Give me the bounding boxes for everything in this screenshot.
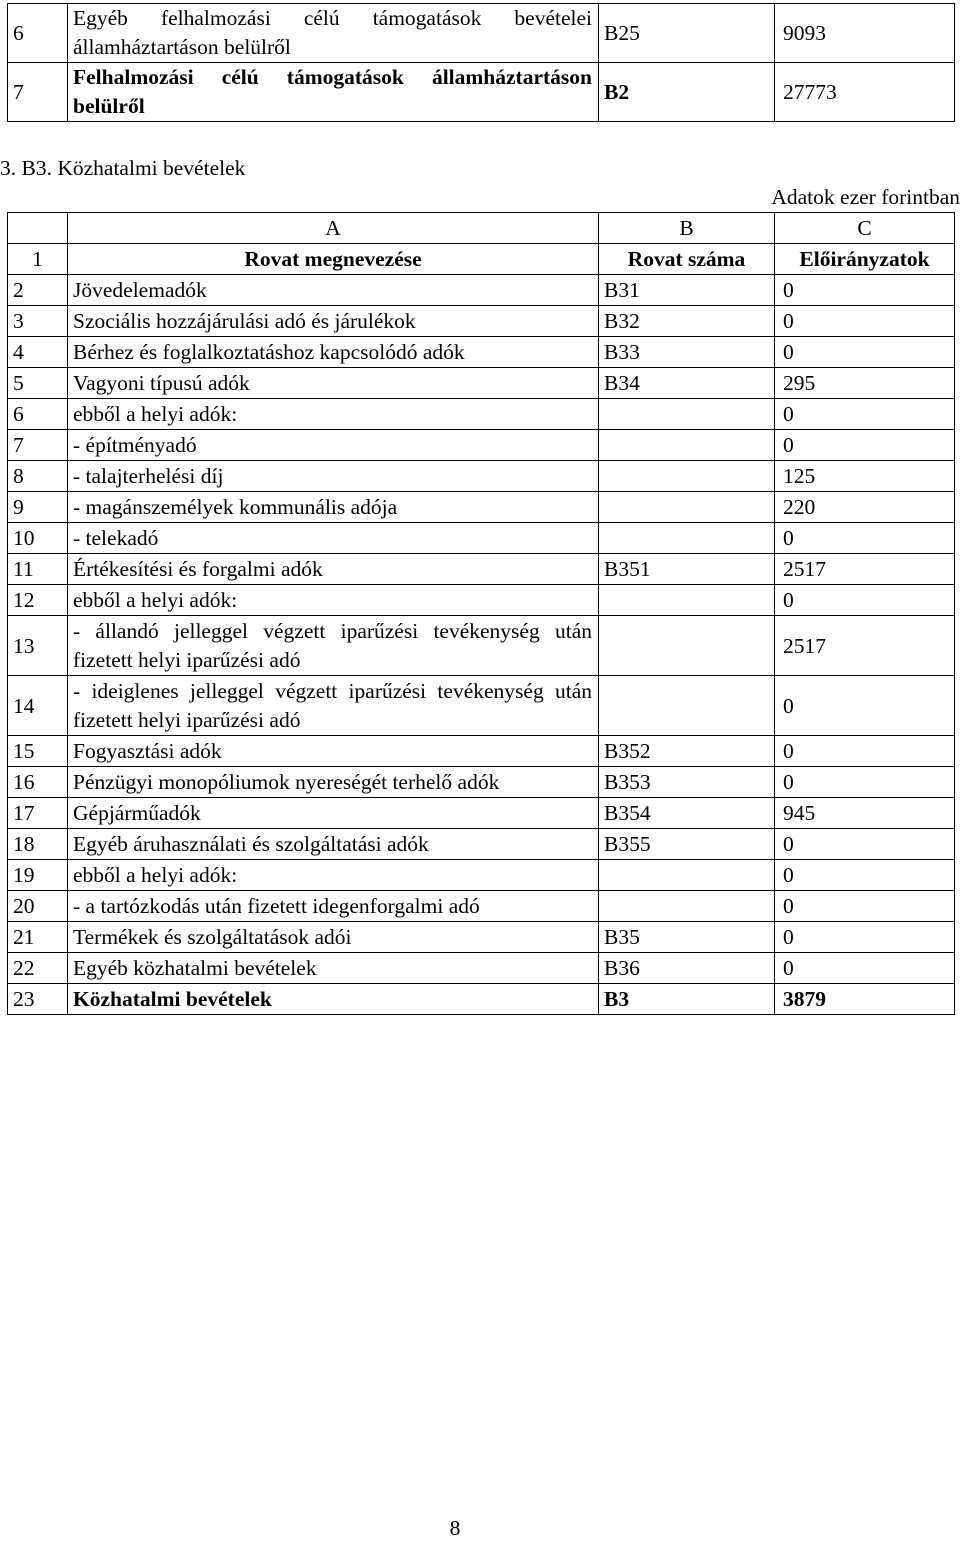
table-row <box>8 829 955 860</box>
row-number: 8 <box>8 461 68 492</box>
header-value: Előirányzatok <box>775 244 955 275</box>
row-name: - a tartózkodás után fizetett idegenforgalmi adó <box>68 891 599 922</box>
page-number: 8 <box>449 1516 461 1540</box>
column-letter-a: A <box>68 213 599 244</box>
top-table-row <box>8 63 955 122</box>
row-code: B34 <box>599 368 775 399</box>
row-number: 7 <box>8 63 68 122</box>
row-name: Gépjárműadók <box>68 798 599 829</box>
row-number: 23 <box>8 984 68 1015</box>
row-name: Egyéb áruhasználati és szolgáltatási adók <box>68 829 599 860</box>
row-name: Egyéb felhalmozási célú támogatások bevételei államháztartáson belülről <box>68 4 599 63</box>
row-name: Közhatalmi bevételek <box>68 984 599 1015</box>
row-value: 945 <box>775 798 955 829</box>
unit-note: Adatok ezer forintban <box>771 185 960 209</box>
table-row <box>8 523 955 554</box>
row-number: 19 <box>8 860 68 891</box>
row-value: 0 <box>775 337 955 368</box>
row-name: ebből a helyi adók: <box>68 585 599 616</box>
table-row <box>8 461 955 492</box>
row-value: 9093 <box>775 4 955 63</box>
row-name: - ideiglenes jelleggel végzett iparűzési tevékenység után fizetett helyi iparűzési adó <box>68 676 599 736</box>
row-value: 0 <box>775 953 955 984</box>
row-code <box>599 430 775 461</box>
row-value: 0 <box>775 860 955 891</box>
top-table-body <box>8 4 955 122</box>
row-name: Vagyoni típusú adók <box>68 368 599 399</box>
row-name: - talajterhelési díj <box>68 461 599 492</box>
table-row <box>8 922 955 953</box>
row-number: 12 <box>8 585 68 616</box>
row-number: 2 <box>8 275 68 306</box>
row-value: 0 <box>775 275 955 306</box>
row-number: 7 <box>8 430 68 461</box>
row-code: B31 <box>599 275 775 306</box>
header-row-number: 1 <box>8 244 68 275</box>
row-number: 11 <box>8 554 68 585</box>
row-name: - állandó jelleggel végzett iparűzési tevékenység után fizetett helyi iparűzési adó <box>68 616 599 676</box>
table-row <box>8 736 955 767</box>
row-value: 0 <box>775 891 955 922</box>
table-row <box>8 399 955 430</box>
main-table-body <box>8 275 955 1015</box>
table-row <box>8 554 955 585</box>
row-value: 2517 <box>775 554 955 585</box>
main-table <box>7 212 955 1015</box>
top-table-row <box>8 4 955 63</box>
row-name: Pénzügyi monopóliumok nyereségét terhelő adók <box>68 767 599 798</box>
table-row <box>8 368 955 399</box>
row-code: B33 <box>599 337 775 368</box>
row-number: 21 <box>8 922 68 953</box>
row-code: B35 <box>599 922 775 953</box>
column-letter-c: C <box>775 213 955 244</box>
row-number: 3 <box>8 306 68 337</box>
table-row <box>8 306 955 337</box>
header-code: Rovat száma <box>599 244 775 275</box>
main-table-head <box>8 213 955 275</box>
row-code: B25 <box>599 4 775 63</box>
row-code: B2 <box>599 63 775 122</box>
row-code <box>599 860 775 891</box>
column-letter-b: B <box>599 213 775 244</box>
table-row <box>8 492 955 523</box>
row-value: 0 <box>775 676 955 736</box>
column-letter-row <box>8 213 955 244</box>
row-number: 14 <box>8 676 68 736</box>
row-code <box>599 891 775 922</box>
row-code <box>599 585 775 616</box>
row-code: B351 <box>599 554 775 585</box>
table-row <box>8 984 955 1015</box>
table-row <box>8 860 955 891</box>
table-row <box>8 953 955 984</box>
section-number: 3. B3. <box>0 156 52 180</box>
row-code: B36 <box>599 953 775 984</box>
row-value: 295 <box>775 368 955 399</box>
top-table <box>7 3 955 122</box>
row-code <box>599 676 775 736</box>
row-value: 0 <box>775 430 955 461</box>
row-value: 0 <box>775 523 955 554</box>
table-row <box>8 891 955 922</box>
section-title-text: Közhatalmi bevételek <box>57 156 246 180</box>
row-name: Szociális hozzájárulási adó és járulékok <box>68 306 599 337</box>
row-number: 6 <box>8 399 68 430</box>
row-number: 4 <box>8 337 68 368</box>
row-value: 0 <box>775 767 955 798</box>
row-value: 0 <box>775 736 955 767</box>
row-name: ebből a helyi adók: <box>68 399 599 430</box>
row-name: Bérhez és foglalkoztatáshoz kapcsolódó adók <box>68 337 599 368</box>
table-row <box>8 767 955 798</box>
table-row <box>8 430 955 461</box>
row-code: B32 <box>599 306 775 337</box>
section-title <box>0 154 245 182</box>
row-code <box>599 461 775 492</box>
row-number: 22 <box>8 953 68 984</box>
row-value: 0 <box>775 829 955 860</box>
row-value: 220 <box>775 492 955 523</box>
header-row <box>8 244 955 275</box>
row-number: 20 <box>8 891 68 922</box>
row-code <box>599 523 775 554</box>
row-value: 0 <box>775 399 955 430</box>
row-code <box>599 399 775 430</box>
row-number: 6 <box>8 4 68 63</box>
row-number: 5 <box>8 368 68 399</box>
row-number: 17 <box>8 798 68 829</box>
row-name: Egyéb közhatalmi bevételek <box>68 953 599 984</box>
row-name: Jövedelemadók <box>68 275 599 306</box>
table-row <box>8 585 955 616</box>
table-row <box>8 275 955 306</box>
row-code: B352 <box>599 736 775 767</box>
table-row <box>8 616 955 676</box>
row-name: - telekadó <box>68 523 599 554</box>
row-code: B3 <box>599 984 775 1015</box>
row-number: 9 <box>8 492 68 523</box>
row-name: - építményadó <box>68 430 599 461</box>
row-number: 16 <box>8 767 68 798</box>
row-code: B355 <box>599 829 775 860</box>
header-name: Rovat megnevezése <box>68 244 599 275</box>
row-value: 125 <box>775 461 955 492</box>
row-name: Értékesítési és forgalmi adók <box>68 554 599 585</box>
table-row <box>8 676 955 736</box>
row-number: 13 <box>8 616 68 676</box>
row-name: Fogyasztási adók <box>68 736 599 767</box>
row-number: 15 <box>8 736 68 767</box>
row-number: 18 <box>8 829 68 860</box>
row-code <box>599 492 775 523</box>
row-number: 10 <box>8 523 68 554</box>
table-row <box>8 798 955 829</box>
row-value: 2517 <box>775 616 955 676</box>
row-value: 27773 <box>775 63 955 122</box>
row-code <box>599 616 775 676</box>
row-value: 0 <box>775 585 955 616</box>
corner-cell <box>8 213 68 244</box>
row-name: - magánszemélyek kommunális adója <box>68 492 599 523</box>
row-value: 0 <box>775 922 955 953</box>
row-name: Felhalmozási célú támogatások államháztartáson belülről <box>68 63 599 122</box>
row-name: Termékek és szolgáltatások adói <box>68 922 599 953</box>
table-row <box>8 337 955 368</box>
row-code: B353 <box>599 767 775 798</box>
row-value: 3879 <box>775 984 955 1015</box>
row-name: ebből a helyi adók: <box>68 860 599 891</box>
row-value: 0 <box>775 306 955 337</box>
row-code: B354 <box>599 798 775 829</box>
